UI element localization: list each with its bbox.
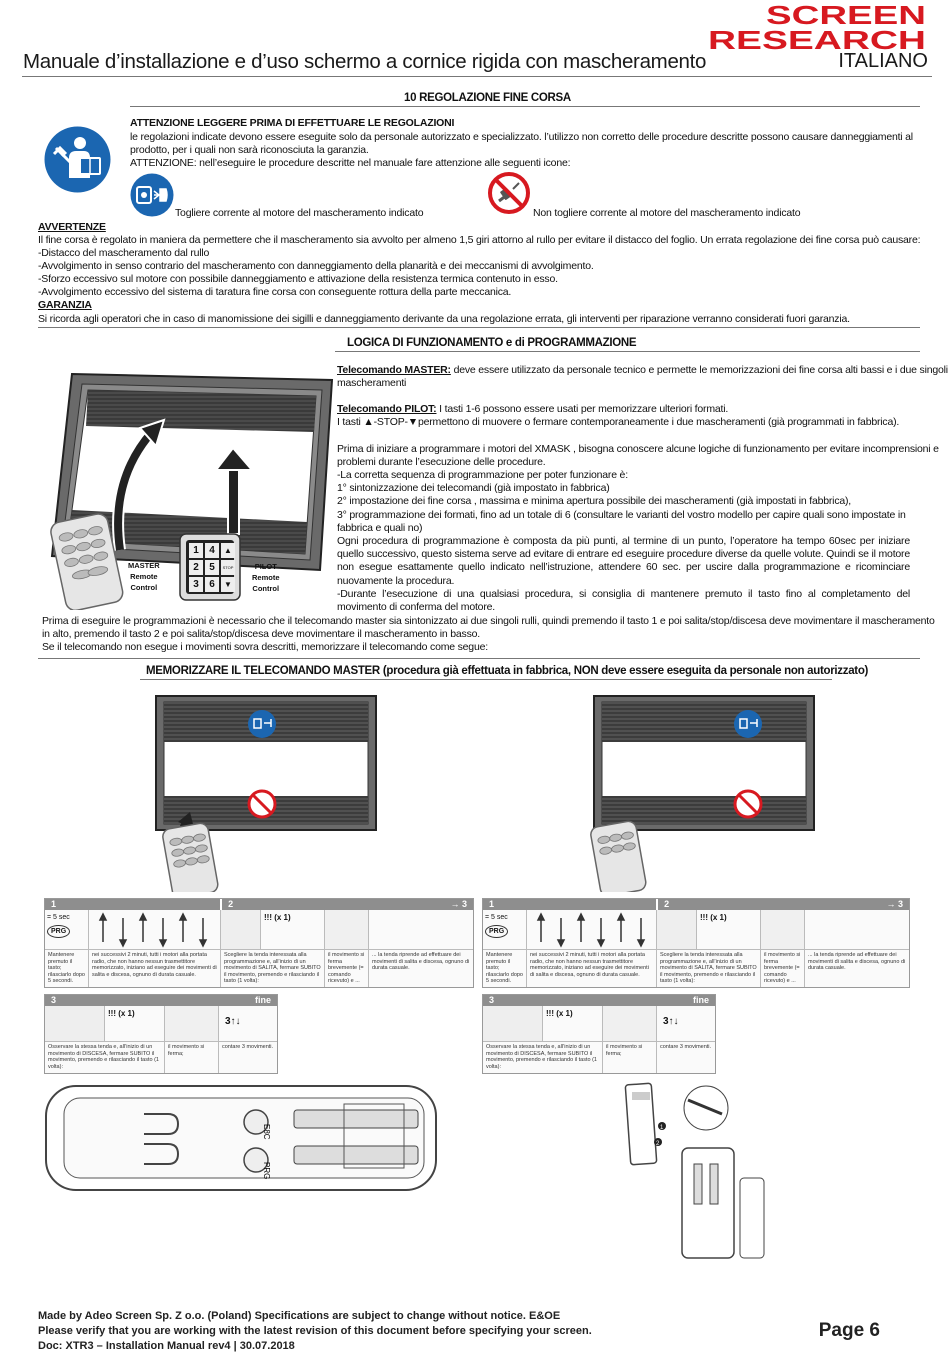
attention-line: le regolazioni indicate devono essere eseguite solo da personale autorizzato e specializzato. l’utilizzo non corretto delle procedure descritte possono causare danneggiamenti al xyxy=(130,131,913,143)
section-divider xyxy=(38,327,920,328)
pilot-key: 3 xyxy=(189,577,203,592)
attention-line: prodotto, per i quali non sarà riconosciuta la garanzia. xyxy=(130,144,369,156)
strip-caption: contare 3 movimenti. xyxy=(660,1044,712,1050)
brand-line1: SCREEN xyxy=(766,2,926,30)
intro-line: fabbrica e quali no) xyxy=(337,522,423,534)
press-once-icon: !!! (x 1) xyxy=(261,910,325,949)
language-label: ITALIANO xyxy=(838,50,928,72)
battery-label-e8c: E8C xyxy=(262,1124,271,1140)
timer-icon: = 5 sec xyxy=(47,914,70,921)
pilot-description: I tasti ▲-STOP-▼permettono di muovere o fermare contemporaneamente i due mascheramenti (già programmati in fabbrica). xyxy=(337,416,900,428)
step-number: 1 xyxy=(483,899,656,910)
warning-line: -Sforzo eccessivo sul motore con possibile danneggiamento e attivazione della resistenza termica contenuto in esso. xyxy=(38,273,558,285)
instruction-strip-1 xyxy=(44,898,474,988)
master-remote-label: MASTER Remote Control xyxy=(128,561,160,592)
guarantee-text: Si ricorda agli operatori che in caso di manomissione dei sigilli e danneggiamento derivante da una regolazione errata, gli interventi per riparazione verranno considerati fuori garanzia. xyxy=(38,313,850,325)
do-not-unplug-icon xyxy=(487,171,531,215)
section-title: LOGICA DI FUNZIONAMENTO e di PROGRAMMAZIONE xyxy=(347,337,637,349)
operator-manual-icon xyxy=(44,126,111,193)
guarantee-heading: GARANZIA xyxy=(38,299,92,311)
strip-icon-row xyxy=(45,1006,277,1042)
warning-line: -Avvolgimento in senso contrario del mascheramento con danneggiamento della planarità e dei meccanismi di avvolgimento. xyxy=(38,260,594,272)
strip-caption: il movimento si ferma; xyxy=(165,1042,219,1073)
instruction-strip-4 xyxy=(482,994,716,1074)
pilot-key: ▲ xyxy=(221,543,235,558)
procedure-note: -Durante l’esecuzione di una qualsiasi procedura, si consiglia di mantenere premuto il tasto fino al completamento del movimento di conferma del motore. xyxy=(337,588,910,614)
master-description: mascheramenti xyxy=(337,377,407,389)
strip-caption: Osservare la stessa tenda e, all’inizio di un movimento di DISCESA, fermare SUBITO il movimento, premendo e rilasciando il tasto (1 volta): xyxy=(483,1042,603,1073)
pilot-key: 2 xyxy=(189,560,203,575)
intro-line: 1° sintonizzazione dei telecomandi (già impostato in fabbrica) xyxy=(337,482,610,494)
motors-moving-icon xyxy=(805,910,909,949)
stop-icon xyxy=(165,1006,219,1041)
frame-illustration-left xyxy=(150,692,380,892)
prg-button-icon: PRG xyxy=(47,925,70,938)
step-header: 3 fine xyxy=(45,995,277,1006)
strip-icon-row xyxy=(45,910,473,950)
prg-button-icon: PRG xyxy=(485,925,508,938)
step-header: 2 → 3 xyxy=(656,899,909,910)
pilot-key: 6 xyxy=(205,577,219,592)
procedure-note: Ogni procedura di programmazione è composta da più punti, al termine di un punto, l’operatore ha tempo 60sec per iniziare quello successivo, questo sistema serve ad evitare di entrare ed eseguire procedure diverse da quelle volute. Quindi se il motore non esegue esattamente quello indicato nell’istruzione, attendere 60 sec. per uscire dalla programmazione e ricominciare nuovamente la procedura. xyxy=(337,535,910,587)
pilot-key: 5 xyxy=(205,560,219,575)
before-line: Prima di eseguire le programmazioni è necessario che il telecomando master sia sintonizzato ai due singoli rulli, quindi premendo il tasto 1 e poi salita/stop/discesa deve movimentare il mascheramento xyxy=(42,615,935,627)
footer-notes xyxy=(38,1309,592,1354)
strip-caption: Osservare la stessa tenda e, all’inizio di un movimento di DISCESA, fermare SUBITO il movimento, premendo e rilasciando il tasto (1 volta): xyxy=(45,1042,165,1073)
strip-caption: contare 3 movimenti. xyxy=(222,1044,274,1050)
footer-line: Made by Adeo Screen Sp. Z o.o. (Poland) Specifications are subject to change without notice. E&OE xyxy=(38,1310,561,1322)
remote-controls-illustration xyxy=(40,370,335,610)
blind-down-icon xyxy=(483,1006,543,1041)
svg-text:1: 1 xyxy=(660,1125,664,1131)
strip-caption: nei successivi 2 minuti, tutti i motori alla portata radio, che non hanno nessun trasmettitore memorizzato, iniziano ad eseguire dei movimenti di salita e discesa, ognuno di durata casuale. xyxy=(527,950,657,987)
strip-icon-row xyxy=(483,910,909,950)
strip-icon-row xyxy=(483,1006,715,1042)
remote-opening-illustration xyxy=(622,1078,772,1268)
intro-line: 2° impostazione dei fine corsa , massima e minima apertura possibile dei mascheramenti (già impostati in fabbrica), xyxy=(337,495,852,507)
frame-illustration-right xyxy=(588,692,818,892)
pilot-key: 4 xyxy=(205,543,219,558)
strip-caption: nei successivi 2 minuti, tutti i motori alla portata radio, che non hanno nessun trasmettitore memorizzato, iniziano ad eseguire dei movimenti di salita e discesa, ognuno di durata casuale. xyxy=(89,950,221,987)
strip-caption: ... la tenda riprende ad effettuare dei movimenti di salita e discesa, ognuno di durata casuale. xyxy=(808,952,906,971)
press-once-icon: !!! (x 1) xyxy=(543,1006,603,1041)
before-line: Se il telecomando non esegue i movimenti sovra descritti, memorizzare il telecomando come segue: xyxy=(42,641,488,653)
strip-caption: ... la tenda riprende ad effettuare dei movimenti di salita e discesa, ognuno di durata casuale. xyxy=(372,952,470,971)
blind-up-icon xyxy=(657,910,697,949)
page-title: Manuale d’installazione e d’uso schermo a cornice rigida con mascheramento xyxy=(23,50,707,73)
strip-caption: Mantenere premuto il tasto; rilasciarlo dopo 5 secondi. xyxy=(483,950,527,987)
strip-caption: Scegliere la tenda interessata alla programmazione e, all’inizio di un movimento di SALITA, fermare SUBITO il movimento, premendo e rilasciando il tasto (1 volta): xyxy=(221,950,325,987)
pilot-key: ▼ xyxy=(221,577,235,592)
remote-battery-compartment-illustration xyxy=(44,1080,439,1198)
section-title: MEMORIZZARE IL TELECOMANDO MASTER (procedura già effettuata in fabbrica, NON deve essere eseguita da personale non autorizzato) xyxy=(146,665,869,677)
stop-icon xyxy=(603,1006,657,1041)
step-header: 3 fine xyxy=(483,995,715,1006)
brand-line2: RESEARCH xyxy=(708,25,926,52)
pilot-keypad xyxy=(189,543,233,593)
section-divider xyxy=(38,658,920,659)
unplug-icon xyxy=(130,173,174,217)
motors-moving-icon xyxy=(89,910,221,949)
pilot-description: Telecomando PILOT: I tasti 1-6 possono essere usati per memorizzare ulteriori formati. xyxy=(337,403,729,415)
intro-line: problemi durante l’esecuzione delle procedure. xyxy=(337,456,546,468)
blind-down-icon xyxy=(45,1006,105,1041)
press-once-icon: !!! (x 1) xyxy=(697,910,761,949)
count-three-icon: 3↑↓ xyxy=(225,1016,241,1027)
footer-line: Please verify that you are working with the latest revision of this document before specifying your screen. xyxy=(38,1325,592,1337)
intro-line: -La corretta sequenza di programmazione per poter funzionare è: xyxy=(337,469,628,481)
pilot-key: STOP xyxy=(221,560,235,575)
brand-logo xyxy=(706,2,928,52)
strip-caption: Scegliere la tenda interessata alla programmazione e, all’inizio di un movimento di SALITA, fermare SUBITO il movimento, premendo e rilasciando il tasto (1 volta): xyxy=(657,950,761,987)
intro-line: 3° programmazione dei formati, fino ad un totale di 6 (consultare le varianti del vostro modello per capire quali sono impostate in xyxy=(337,509,906,521)
stop-icon xyxy=(325,910,369,949)
step-number: 1 xyxy=(45,899,220,910)
press-once-icon: !!! (x 1) xyxy=(105,1006,165,1041)
header-divider xyxy=(22,76,932,77)
unplug-icon-label: Togliere corrente al motore del mascheramento indicato xyxy=(175,207,424,219)
svg-text:2: 2 xyxy=(656,1141,660,1147)
section-divider xyxy=(140,679,832,680)
strip-caption: il movimento si ferma; xyxy=(603,1042,657,1073)
motors-moving-icon xyxy=(527,910,657,949)
motors-moving-icon xyxy=(369,910,473,949)
attention-heading: ATTENZIONE LEGGERE PRIMA DI EFFETTUARE LE REGOLAZIONI xyxy=(130,117,455,129)
warning-line: -Distacco del mascheramento dal rullo xyxy=(38,247,210,259)
section-divider xyxy=(130,106,920,107)
section-title: 10 REGOLAZIONE FINE CORSA xyxy=(404,92,571,104)
instruction-strip-3 xyxy=(44,994,278,1074)
strip-caption: il movimento si ferma brevemente (= comando ricevuto) e ... xyxy=(325,950,369,987)
blind-up-icon xyxy=(221,910,261,949)
master-description: Telecomando MASTER: deve essere utilizzato da personale tecnico e permette le memorizzazioni dei fine corsa alti bassi e i due singoli xyxy=(337,364,948,376)
warning-heading: AVVERTENZE xyxy=(38,221,106,233)
pilot-remote-label: PILOT Remote Control xyxy=(252,562,280,593)
section-divider xyxy=(335,351,920,352)
warning-line: -Avvolgimento eccessivo del sistema di taratura fine corsa con conseguente rottura della parte meccanica. xyxy=(38,286,512,298)
before-line: in alto, premendo il tasto 2 e poi salita/stop/discesa deve movimentare il mascheramento in basso. xyxy=(42,628,480,640)
intro-line: Prima di iniziare a programmare i motori del XMASK , bisogna conoscere alcune logiche di funzionamento per evitare incomprensioni e xyxy=(337,443,939,455)
stop-icon xyxy=(761,910,805,949)
strip-caption: Mantenere premuto il tasto; rilasciarlo dopo 5 secondi. xyxy=(45,950,89,987)
strip-caption: il movimento si ferma brevemente (= comando ricevuto) e ... xyxy=(761,950,805,987)
footer-line: Doc: XTR3 – Installation Manual rev4 | 30.07.2018 xyxy=(38,1340,295,1352)
page-number: Page 6 xyxy=(818,1320,880,1341)
timer-icon: = 5 sec xyxy=(485,914,508,921)
pilot-key: 1 xyxy=(189,543,203,558)
count-three-icon: 3↑↓ xyxy=(663,1016,679,1027)
instruction-strip-2 xyxy=(482,898,910,988)
battery-label-prg: PRG xyxy=(262,1162,271,1180)
do-not-unplug-icon-label: Non togliere corrente al motore del mascheramento indicato xyxy=(533,207,801,219)
warning-line: Il fine corsa è regolato in maniera da permettere che il mascheramento sia avvolto per almeno 1,5 giri attorno al rullo per evitare il distacco del foglio. Un errata regolazione dei fine corsa può causare: xyxy=(38,234,921,246)
attention-line: ATTENZIONE: nell’eseguire le procedure descritte nel manuale fare attenzione alle seguenti icone: xyxy=(130,157,571,169)
step-header: 2 → 3 xyxy=(220,899,473,910)
